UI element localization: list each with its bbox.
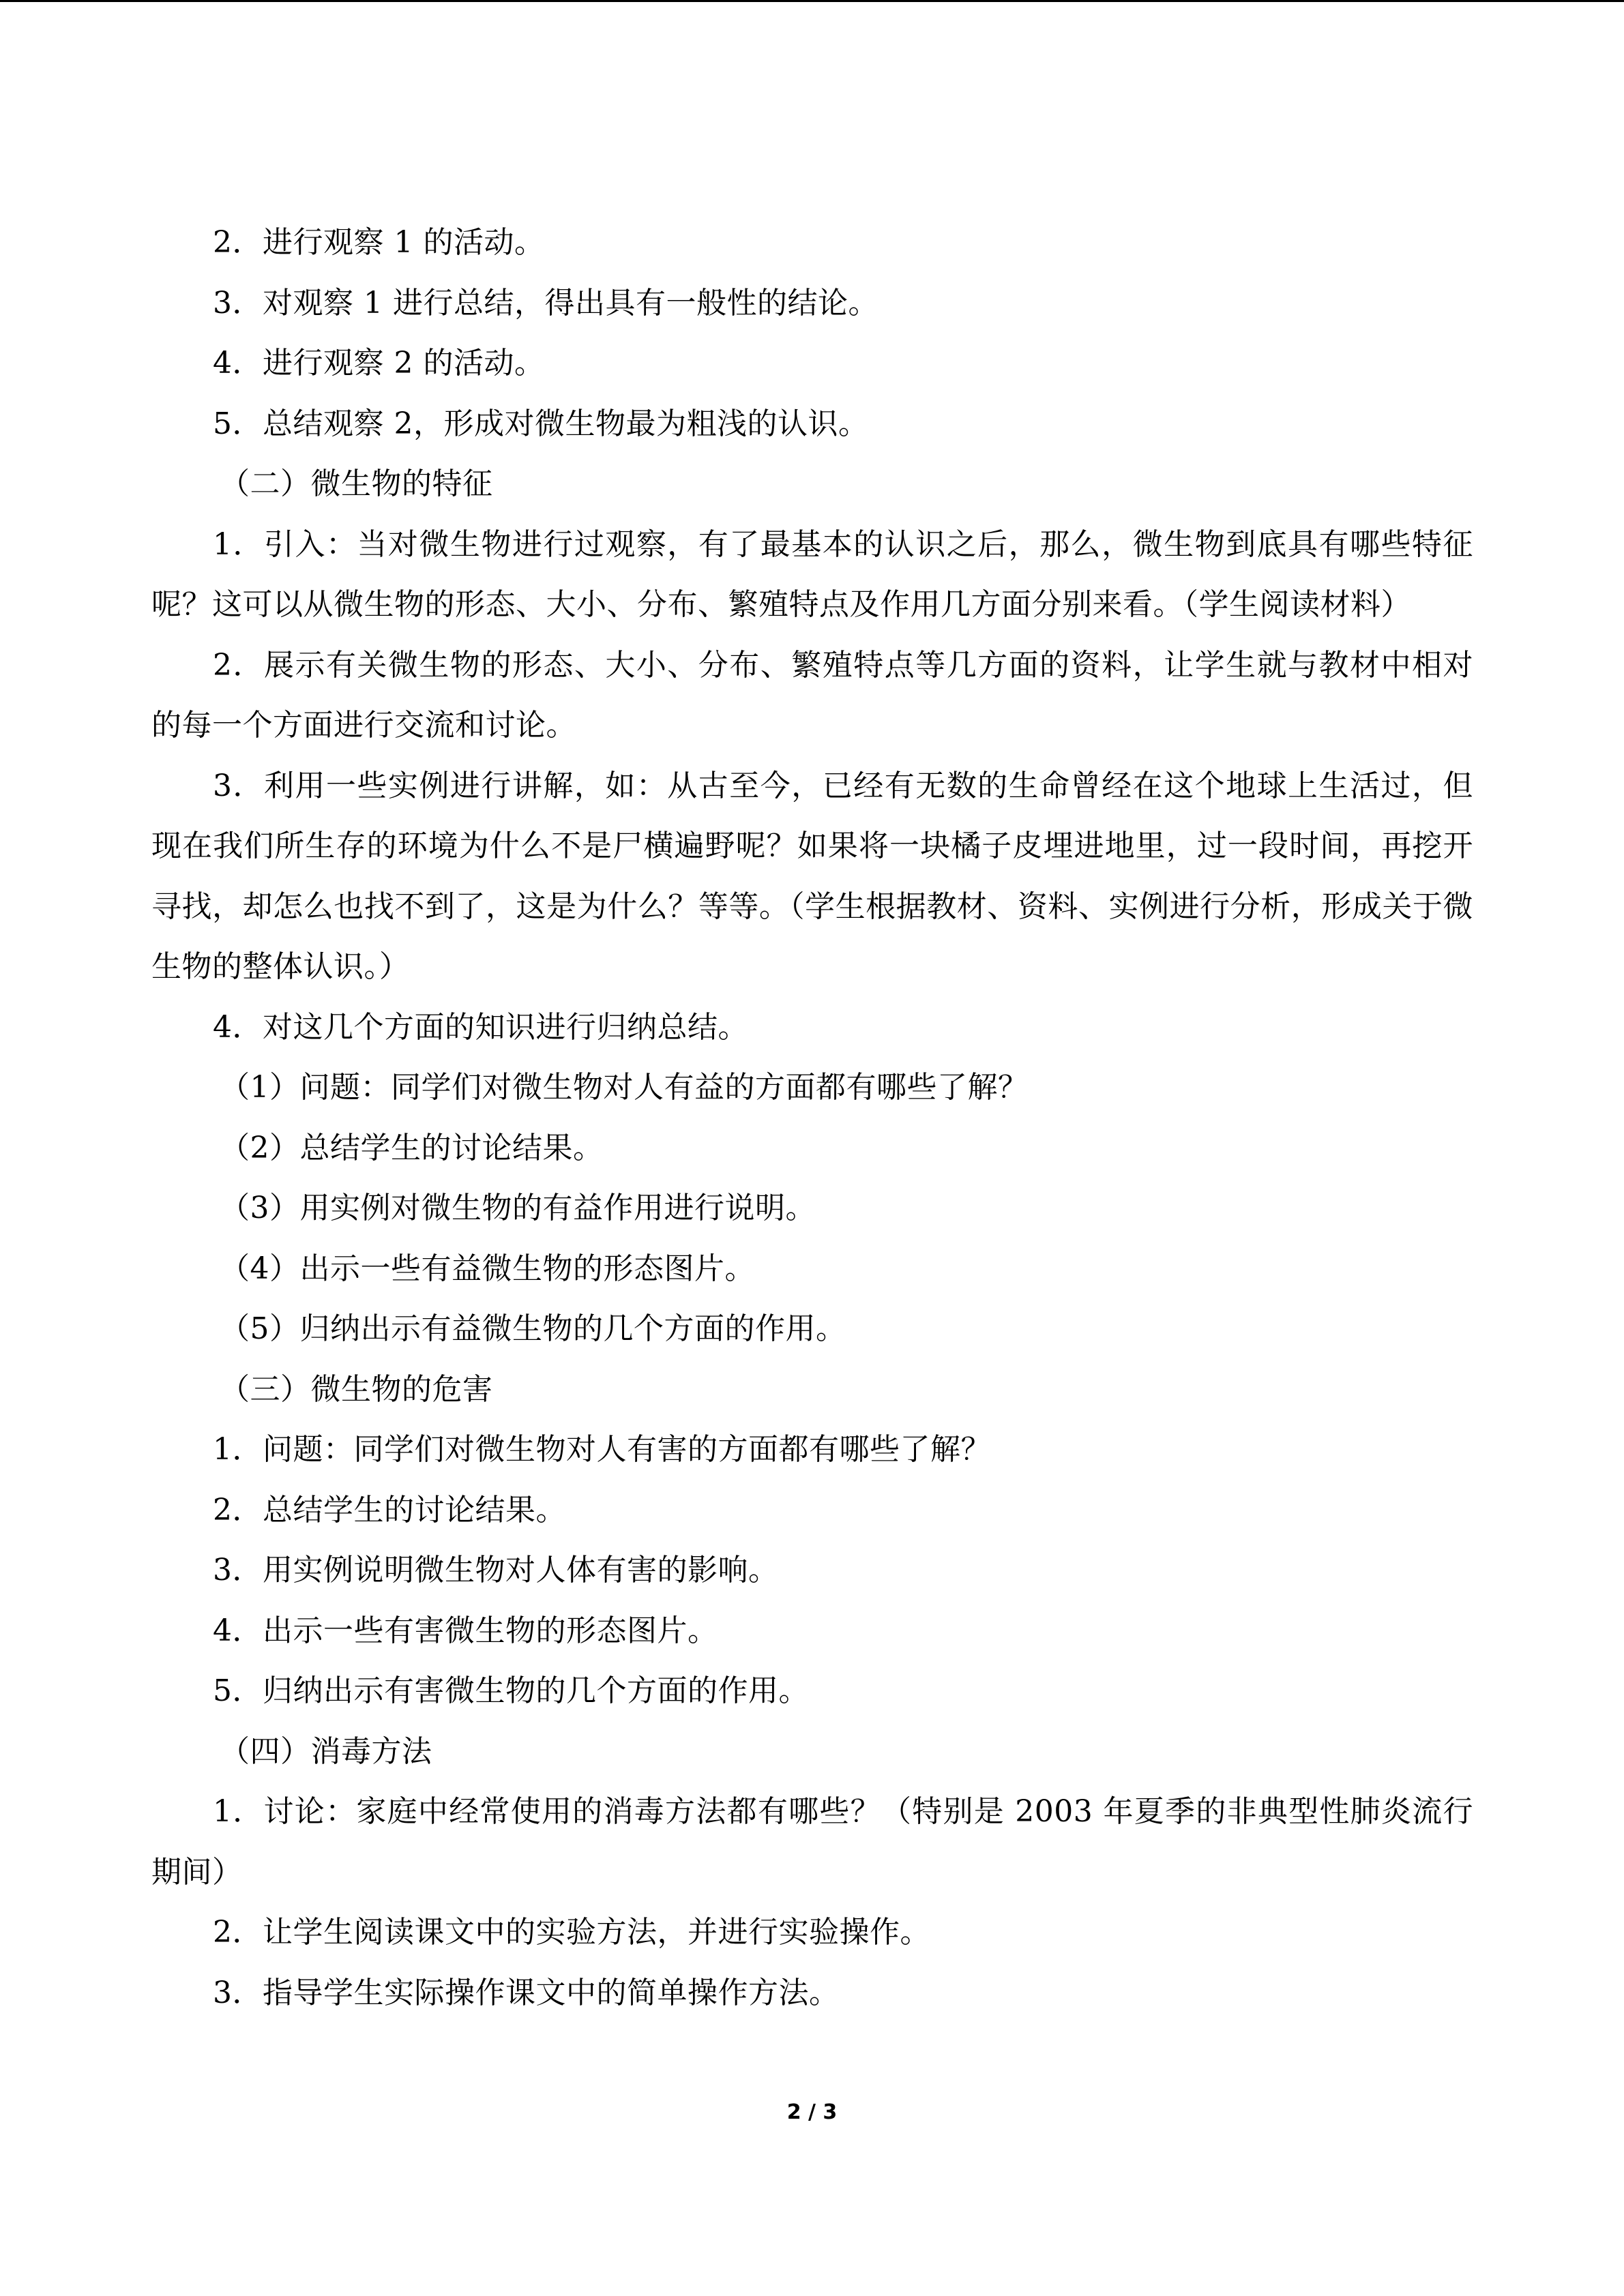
page-number: 2 / 3 xyxy=(786,2100,838,2124)
section-heading: （三）微生物的危害 xyxy=(220,1371,493,1407)
paragraph: 4．出示一些有害微生物的形态图片。 xyxy=(213,1613,718,1648)
paragraph: 2．总结学生的讨论结果。 xyxy=(213,1492,566,1527)
paragraph: 3．指导学生实际操作课文中的简单操作方法。 xyxy=(213,1975,840,2010)
sub-item: （3）用实例对微生物的有益作用进行说明。 xyxy=(220,1191,816,1225)
section-heading: （四）消毒方法 xyxy=(220,1733,432,1769)
document-body xyxy=(151,213,1473,2023)
paragraph: 5．总结观察 2，形成对微生物最为粗浅的认识。 xyxy=(213,406,869,441)
sub-item: （2）总结学生的讨论结果。 xyxy=(220,1130,604,1165)
paragraph: 4．对这几个方面的知识进行归纳总结。 xyxy=(213,1009,748,1045)
sub-item: （4）出示一些有益微生物的形态图片。 xyxy=(220,1251,755,1286)
paragraph: 5．归纳出示有害微生物的几个方面的作用。 xyxy=(213,1673,809,1708)
paragraph: 3．利用一些实例进行讲解，如：从古至今，已经有无数的生命曾经在这个地球上生活过，但现在我们所生存的环境为什么不是尸横遍野呢？如果将一块橘子皮埋进地里，过一段时间，再挖开寻找，却怎么也找不到了，这是为什么？等等。（学生根据教材、资料、实例进行分析，形成关于微生物的整体认识。） xyxy=(151,768,1473,984)
section-heading: （二）微生物的特征 xyxy=(220,466,493,501)
top-border-line xyxy=(0,0,1624,2)
sub-item: （1）问题：同学们对微生物对人有益的方面都有哪些了解？ xyxy=(220,1070,1029,1105)
paragraph: 2．让学生阅读课文中的实验方法，并进行实验操作。 xyxy=(213,1915,930,1950)
paragraph: 2．展示有关微生物的形态、大小、分布、繁殖特点等几方面的资料，让学生就与教材中相对的每一个方面进行交流和讨论。 xyxy=(151,647,1473,743)
paragraph: 3．对观察 1 进行总结，得出具有一般性的结论。 xyxy=(213,285,879,320)
paragraph: 4．进行观察 2 的活动。 xyxy=(213,346,545,381)
paragraph: 1．引入：当对微生物进行过观察，有了最基本的认识之后，那么，微生物到底具有哪些特征呢？这可以从微生物的形态、大小、分布、繁殖特点及作用几方面分别来看。（学生阅读材料） xyxy=(151,526,1473,622)
paragraph: 3．用实例说明微生物对人体有害的影响。 xyxy=(213,1553,779,1587)
sub-item: （5）归纳出示有益微生物的几个方面的作用。 xyxy=(220,1311,846,1346)
paragraph: 2．进行观察 1 的活动。 xyxy=(213,225,545,260)
paragraph: 1．问题：同学们对微生物对人有害的方面都有哪些了解？ xyxy=(213,1432,991,1467)
paragraph: 1．讨论：家庭中经常使用的消毒方法都有哪些？（特别是 2003 年夏季的非典型性肺炎流行期间） xyxy=(151,1794,1473,1890)
